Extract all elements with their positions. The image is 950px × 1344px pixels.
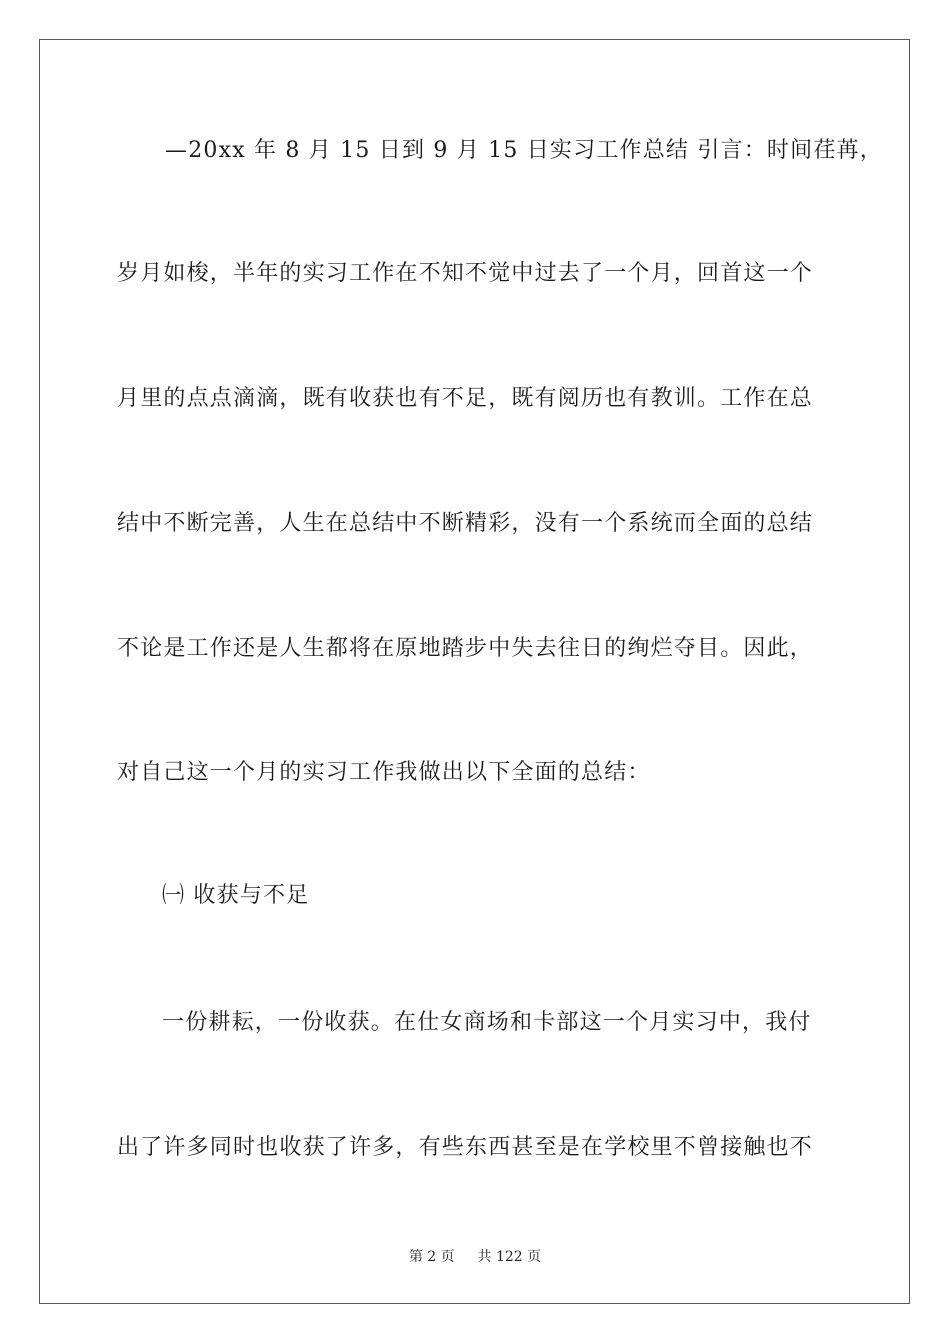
body-line-3: 月里的点点滴滴，既有收获也有不足，既有阅历也有教训。工作在总 (117, 386, 814, 411)
section-heading: ㈠ 收获与不足 (162, 883, 310, 908)
body-line-1: —20xx 年 8 月 15 日到 9 月 15 日实习工作总结 引言：时间荏苒， (165, 138, 883, 163)
page-total: 共 122 页 (477, 1249, 542, 1265)
page-number: 第 2 页 (408, 1249, 455, 1265)
body-line-4: 结中不断完善，人生在总结中不断精彩，没有一个系统而全面的总结 (117, 511, 814, 536)
body-line-8: 一份耕耘，一份收获。在仕女商场和卡部这一个月实习中，我付 (162, 1010, 812, 1035)
page-border (39, 39, 910, 1304)
page-footer (0, 1247, 950, 1267)
body-line-6: 对自己这一个月的实习工作我做出以下全面的总结： (117, 760, 651, 785)
body-line-5: 不论是工作还是人生都将在原地踏步中失去往日的绚烂夺目。因此， (117, 636, 814, 661)
body-line-2: 岁月如梭，半年的实习工作在不知不觉中过去了一个月，回首这一个 (117, 261, 814, 286)
body-line-9: 出了许多同时也收获了许多，有些东西甚至是在学校里不曾接触也不 (117, 1135, 814, 1160)
